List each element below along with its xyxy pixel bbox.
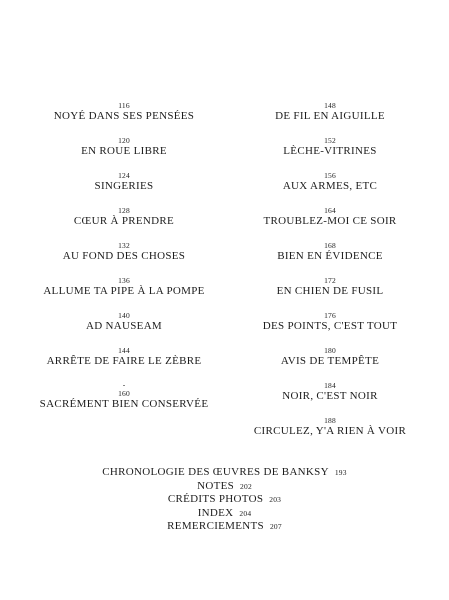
toc-entry [230,136,430,158]
back-matter-title: CHRONOLOGIE DES ŒUVRES DE BANKSY [102,466,329,478]
toc-title: NOIR, C'EST NOIR [282,390,378,402]
toc-entry [230,381,430,403]
toc-title: LÈCHE-VITRINES [283,145,377,157]
toc-title: DE FIL EN AIGUILLE [275,110,385,122]
toc-title: NOYÉ DANS SES PENSÉES [53,110,195,122]
back-matter-page-number: 202 [240,481,252,491]
toc-title: DES POINTS, C'EST TOUT [262,320,398,332]
toc-title: SACRÉMENT BIEN CONSERVÉE [39,398,209,410]
toc-page-number: 160 [118,389,130,398]
back-matter-page-number: 204 [239,508,252,518]
toc-page-number: 188 [324,416,336,425]
toc-entry [24,101,224,123]
toc-entry [230,311,430,333]
toc-entry [24,206,224,228]
toc-entry [230,101,430,123]
toc-page-number: 148 [324,101,336,110]
toc-entry [24,136,224,158]
toc-entry [24,241,224,263]
back-matter-title: NOTES [197,479,235,492]
toc-entry [230,416,430,438]
toc-title: ARRÊTE DE FAIRE LE ZÈBRE [46,355,202,367]
toc-entry [24,381,224,411]
toc-title: ALLUME TA PIPE À LA POMPE [43,285,205,297]
toc-dash: - [122,380,126,389]
toc-page-number: 156 [324,171,336,180]
back-matter-entry [0,493,449,507]
toc-title: CŒUR À PRENDRE [73,215,175,227]
toc-title: SINGERIES [94,180,154,192]
toc-page-number: 152 [324,136,336,145]
back-matter-page-number: 193 [334,468,347,477]
toc-page-number: 176 [324,311,336,320]
toc-page-number: 140 [118,311,130,320]
back-matter-entry [0,520,449,534]
back-matter-title: INDEX [197,506,234,519]
toc-entry [24,346,224,368]
toc-title: AVIS DE TEMPÊTE [280,355,380,367]
back-matter-title: REMERCIEMENTS [167,520,264,532]
toc-entry [230,276,430,298]
toc-page-number: 172 [324,276,336,285]
toc-entry [230,206,430,228]
toc-page-number: 132 [118,241,130,250]
toc-entry [24,171,224,193]
back-matter-page-number: 203 [269,495,282,504]
toc-title: AUX ARMES, ETC [282,180,378,192]
toc-page-number: 180 [324,346,336,355]
toc-page-number: 120 [118,136,130,145]
back-matter-title: CRÉDITS PHOTOS [167,493,264,505]
toc-title: TROUBLEZ-MOI CE SOIR [263,215,397,227]
toc-page-number: 124 [118,171,130,180]
toc-title: AU FOND DES CHOSES [62,250,186,262]
back-matter-list [0,466,449,534]
toc-page-number: 136 [118,276,130,285]
toc-page-number: 116 [118,101,130,110]
toc-page-number: 128 [118,206,130,215]
toc-page-number: 164 [324,206,336,215]
back-matter-entry [0,507,449,521]
toc-title: AD NAUSEAM [85,320,163,332]
back-matter-entry [0,466,449,480]
toc-entry [230,171,430,193]
toc-title: EN ROUE LIBRE [81,145,167,157]
toc-page-number: 184 [324,381,336,390]
toc-title: EN CHIEN DE FUSIL [276,285,384,297]
toc-entry [24,276,224,298]
toc-page-number: 168 [324,241,336,250]
toc-entry [230,241,430,263]
back-matter-entry [0,480,449,494]
toc-page-number: 144 [118,346,130,355]
back-matter-page-number: 207 [269,522,282,531]
toc-title: BIEN EN ÉVIDENCE [277,250,383,262]
toc-entry [24,311,224,333]
toc-title: CIRCULEZ, Y'A RIEN À VOIR [253,425,407,437]
toc-entry [230,346,430,368]
